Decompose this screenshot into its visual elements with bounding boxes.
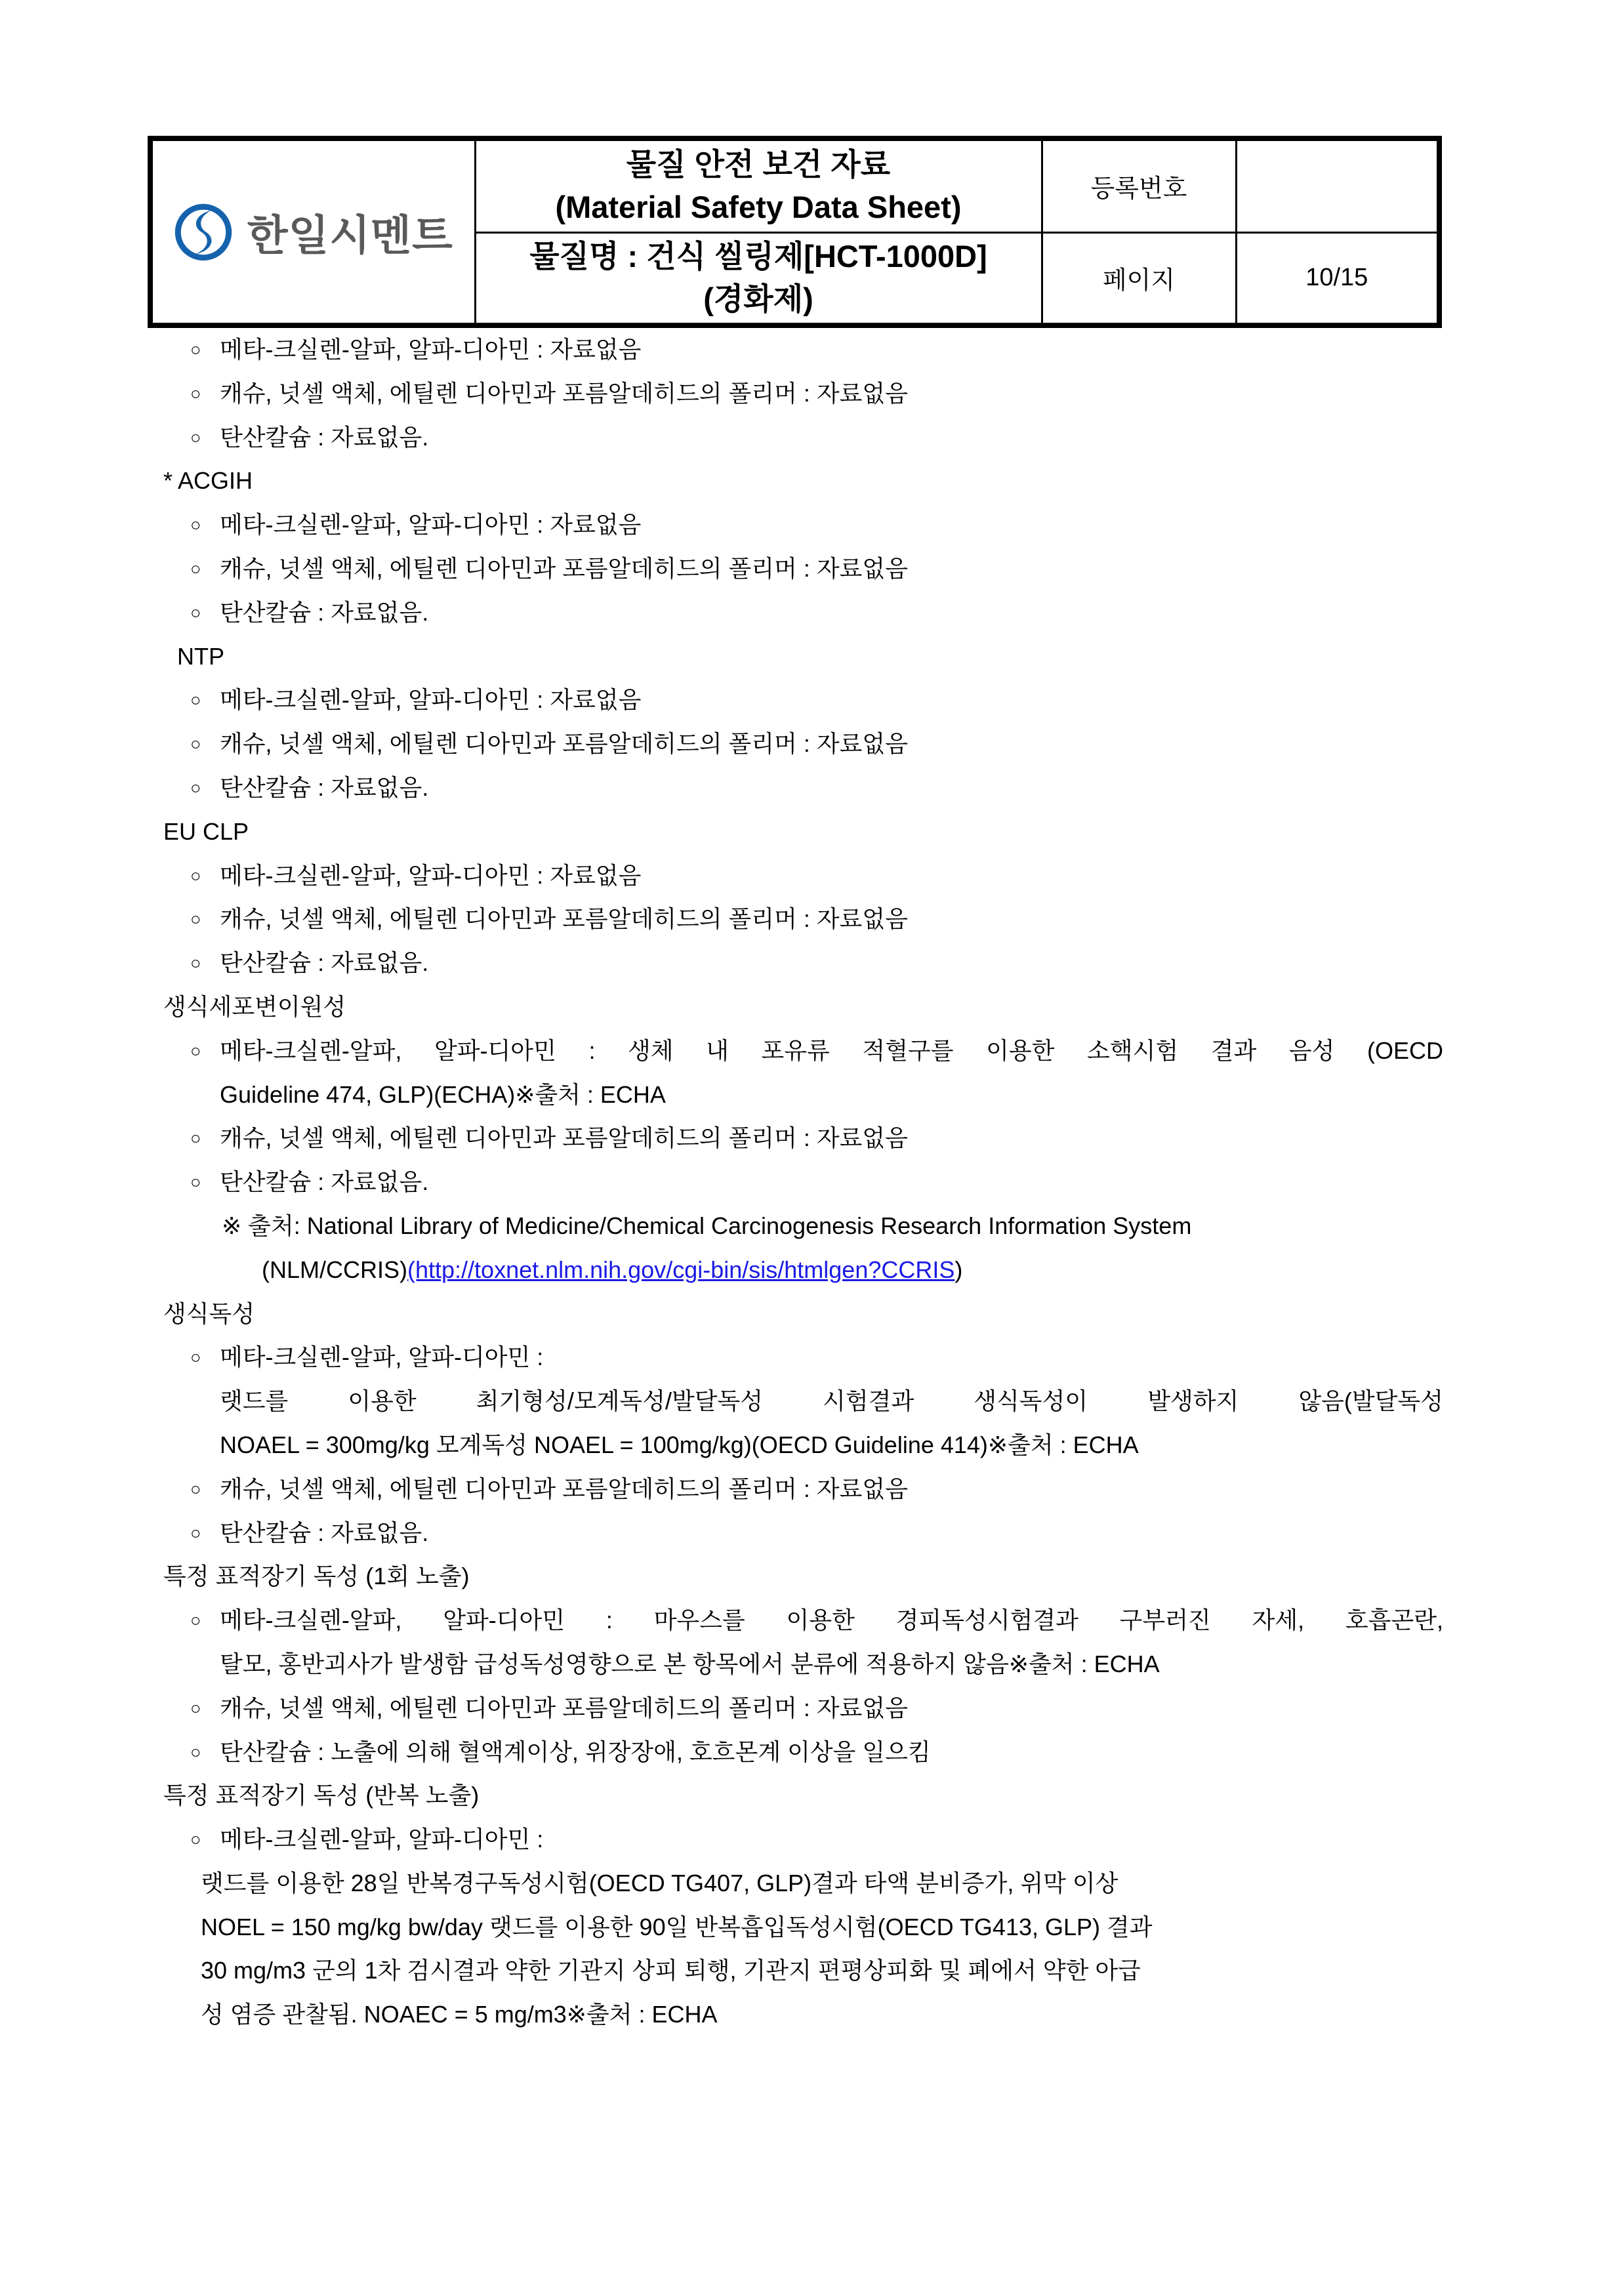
- source-link-line: [148, 1248, 1443, 1292]
- document-body: [148, 328, 1443, 2037]
- hanil-s-logo-icon: [174, 203, 233, 262]
- list-item: [148, 1336, 1443, 1380]
- substance-name-cell: [475, 232, 1042, 325]
- circle-bullet: ○: [190, 1523, 201, 1543]
- list-item-text: 캐슈, 넛셀 액체, 에틸렌 디아민과 포름알데히드의 폴리머 : 자료없음: [220, 379, 908, 407]
- circle-bullet: ○: [190, 515, 201, 535]
- circle-bullet: ○: [190, 953, 201, 974]
- list-item-text: 탄산칼슘 : 자료없음.: [220, 949, 429, 977]
- circle-bullet: ○: [190, 865, 201, 886]
- list-item-text: 탄산칼슘 : 자료없음.: [220, 1519, 429, 1546]
- list-item-text: 캐슈, 넛셀 액체, 에틸렌 디아민과 포름알데히드의 폴리머 : 자료없음: [220, 1694, 908, 1721]
- continuation-line: Guideline 474, GLP)(ECHA)※출처 : ECHA: [220, 1080, 666, 1108]
- list-item: [148, 1818, 1443, 1862]
- continuation-line: 랫드를 이용한 28일 반복경구독성시험(OECD TG407, GLP)결과 타액 분비증가, 위막 이상: [201, 1869, 1118, 1896]
- list-item: [148, 591, 1443, 635]
- list-item-text: 메타-크실렌-알파, 알파-디아민 : 자료없음: [220, 861, 642, 889]
- circle-bullet: ○: [190, 1128, 201, 1149]
- list-item-text: 메타-크실렌-알파, 알파-디아민 :: [220, 1343, 544, 1371]
- logo-cell: [150, 138, 475, 325]
- list-item-text: 메타-크실렌-알파, 알파-디아민 : 자료없음: [220, 511, 642, 539]
- circle-bullet: ○: [190, 383, 201, 403]
- list-item-text: 메타-크실렌-알파, 알파-디아민 : 자료없음: [220, 336, 642, 363]
- list-item-text: 메타-크실렌-알파, 알파-디아민 : 자료없음: [220, 686, 642, 714]
- continuation-line: 탈모, 홍반괴사가 발생함 급성독성영향으로 본 항목에서 분류에 적용하지 않음※출처 : ECHA: [220, 1650, 1160, 1677]
- page-number: 10/15: [1236, 232, 1439, 325]
- substance-name: 물질명 : 건식 씰링제[HCT-1000D]: [529, 239, 987, 274]
- circle-bullet: ○: [190, 690, 201, 710]
- list-item-text: 캐슈, 넛셀 액체, 에틸렌 디아민과 포름알데히드의 폴리머 : 자료없음: [220, 905, 908, 933]
- circle-bullet: ○: [190, 558, 201, 579]
- doc-title-ko: 물질 안전 보건 자료: [626, 147, 891, 182]
- list-item-text: 탄산칼슘 : 자료없음.: [220, 598, 429, 626]
- list-item: [148, 1599, 1443, 1643]
- list-item: [148, 1687, 1443, 1731]
- section-heading-stot-single: 특정 표적장기 독성 (1회 노출): [163, 1563, 470, 1590]
- list-item: [148, 854, 1443, 898]
- circle-bullet: ○: [190, 427, 201, 447]
- page-label: 페이지: [1042, 232, 1236, 325]
- list-item-text: 탄산칼슘 : 자료없음.: [220, 773, 429, 801]
- continuation-line: 성 염증 관찰됨. NOAEC = 5 mg/m3※출처 : ECHA: [201, 2001, 718, 2028]
- circle-bullet: ○: [190, 1830, 201, 1850]
- list-item: [148, 722, 1443, 766]
- circle-bullet: ○: [190, 340, 201, 359]
- circle-bullet: ○: [190, 1610, 201, 1631]
- list-item-text: 캐슈, 넛셀 액체, 에틸렌 디아민과 포름알데히드의 폴리머 : 자료없음: [220, 1475, 908, 1502]
- continuation-line: NOAEL = 300mg/kg 모계독성 NOAEL = 100mg/kg)(OECD Guideline 414)※출처 : ECHA: [220, 1431, 1139, 1458]
- circle-bullet: ○: [190, 1172, 201, 1193]
- list-item: [148, 1731, 1443, 1774]
- source-note-line: ※ 출처: National Library of Medicine/Chemical Carcinogenesis Research Information System: [222, 1212, 1192, 1239]
- list-item-text: 캐슈, 넛셀 액체, 에틸렌 디아민과 포름알데히드의 폴리머 : 자료없음: [220, 730, 908, 758]
- list-item-text: 캐슈, 넛셀 액체, 에틸렌 디아민과 포름알데히드의 폴리머 : 자료없음: [220, 554, 908, 582]
- logo-text: 한일시멘트: [247, 211, 453, 259]
- section-heading-germ-cell-mutagenicity: 생식세포변이원성: [163, 993, 346, 1020]
- link-prefix: (NLM/CCRIS): [262, 1256, 407, 1283]
- circle-bullet: ○: [190, 1479, 201, 1499]
- circle-bullet: ○: [190, 1040, 201, 1061]
- section-heading-acgih: * ACGIH: [163, 467, 253, 495]
- list-item: [148, 328, 1443, 372]
- list-item: [148, 416, 1443, 460]
- list-item-text: 메타-크실렌-알파, 알파-디아민 : 마우스를 이용한 경피독성시험결과 구부러진 자세, 호흡곤란,: [220, 1607, 1443, 1634]
- circle-bullet: ○: [190, 1698, 201, 1718]
- reg-no-label: 등록번호: [1042, 138, 1236, 232]
- section-heading-reproductive-toxicity: 생식독성: [163, 1300, 255, 1327]
- doc-title-en: (Material Safety Data Sheet): [555, 190, 962, 225]
- list-item: [148, 1029, 1443, 1073]
- continuation-line: 30 mg/m3 군의 1차 검시결과 약한 기관지 상피 퇴행, 기관지 편평상피화 및 폐에서 약한 아급: [201, 1957, 1141, 1984]
- ccris-link[interactable]: (http://toxnet.nlm.nih.gov/cgi-bin/sis/htmlgen?CCRIS: [407, 1256, 955, 1283]
- list-item: [148, 1467, 1443, 1511]
- continuation-line: 랫드를 이용한 최기형성/모계독성/발달독성 시험결과 생식독성이 발생하지 않음(발달독성: [220, 1387, 1443, 1415]
- list-item: [148, 897, 1443, 941]
- list-item-text: 캐슈, 넛셀 액체, 에틸렌 디아민과 포름알데히드의 폴리머 : 자료없음: [220, 1124, 908, 1152]
- reg-no-value: [1236, 138, 1439, 232]
- circle-bullet: ○: [190, 909, 201, 930]
- list-item-text: 메타-크실렌-알파, 알파-디아민 :: [220, 1826, 544, 1853]
- circle-bullet: ○: [190, 602, 201, 623]
- circle-bullet: ○: [190, 1347, 201, 1368]
- list-item: [148, 503, 1443, 547]
- list-item: [148, 547, 1443, 591]
- list-item: [148, 1511, 1443, 1555]
- list-item-text: 탄산칼슘 : 자료없음.: [220, 423, 429, 451]
- circle-bullet: ○: [190, 1742, 201, 1762]
- list-item: [148, 941, 1443, 985]
- link-suffix: ): [954, 1256, 963, 1283]
- continuation-line: NOEL = 150 mg/kg bw/day 랫드를 이용한 90일 반복흡입독성시험(OECD TG413, GLP) 결과: [201, 1913, 1153, 1940]
- header-table: [148, 136, 1442, 328]
- list-item: [148, 1117, 1443, 1160]
- list-item: [148, 766, 1443, 810]
- substance-subtitle: (경화제): [703, 281, 813, 317]
- list-item-text: 탄산칼슘 : 노출에 의해 혈액계이상, 위장장애, 호흐몬계 이상을 일으킴: [220, 1738, 931, 1765]
- list-item: [148, 1160, 1443, 1204]
- circle-bullet: ○: [190, 777, 201, 798]
- section-heading-stot-repeated: 특정 표적장기 독성 (반복 노출): [163, 1782, 480, 1809]
- list-item: [148, 372, 1443, 416]
- circle-bullet: ○: [190, 734, 201, 754]
- list-item: [148, 678, 1443, 722]
- list-item-text: 메타-크실렌-알파, 알파-디아민 : 생체 내 포유류 적혈구를 이용한 소핵시험 결과 음성 (OECD: [220, 1036, 1443, 1064]
- list-item-text: 탄산칼슘 : 자료없음.: [220, 1168, 429, 1196]
- doc-title-cell: [475, 138, 1042, 232]
- section-heading-eu-clp: EU CLP: [163, 817, 249, 845]
- section-heading-ntp: NTP: [177, 642, 224, 670]
